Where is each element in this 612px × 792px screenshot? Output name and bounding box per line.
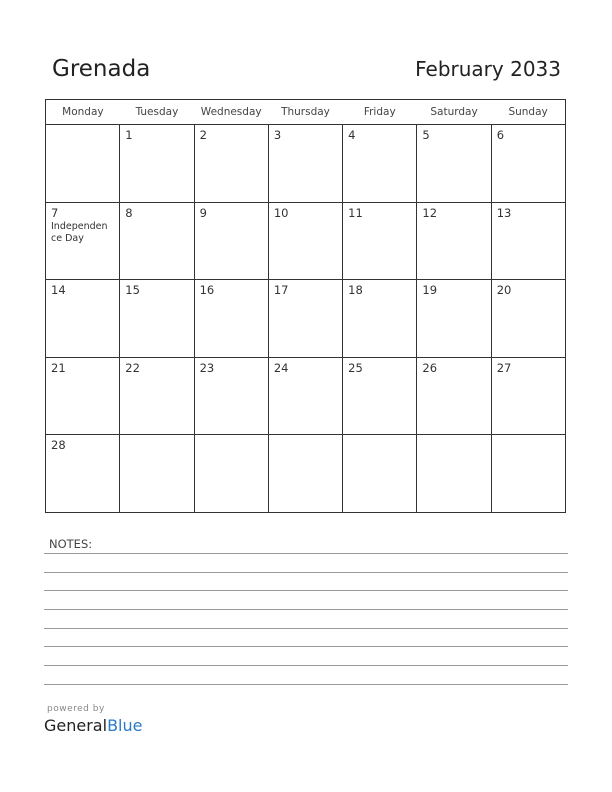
day-number: 6 [496,128,505,142]
note-line [44,665,568,666]
day-cell [268,435,342,513]
day-cell [417,280,491,358]
day-number: 21 [51,360,66,375]
day-cell [343,280,417,358]
day-number: 27 [496,360,512,375]
note-line [44,684,568,685]
day-cell [343,202,417,280]
day-number: 20 [496,283,512,297]
day-cell [120,280,194,358]
day-cell [417,202,491,280]
day-number: 19 [422,283,438,297]
footer-branding [44,704,142,735]
day-number: 23 [199,360,215,375]
day-number: 3 [273,128,282,142]
week-row [46,357,566,435]
country-title: Grenada [52,56,151,82]
weekday-tuesday: Tuesday [120,100,194,125]
day-cell [46,357,120,435]
day-number: 5 [422,128,430,142]
day-number: 16 [199,283,215,297]
day-number: 2 [199,128,207,142]
day-cell [46,202,120,280]
day-cell [491,280,565,358]
month-title: February 2033 [415,57,561,81]
day-cell [268,125,342,203]
day-number: 12 [422,205,438,220]
weekday-monday: Monday [46,100,120,125]
week-row [46,202,566,280]
day-cell [343,357,417,435]
day-number: 11 [348,205,363,220]
brand-logo [44,716,142,735]
day-cell [194,202,268,280]
day-cell [120,202,194,280]
day-cell [343,435,417,513]
day-number: 22 [125,360,140,375]
day-cell [120,125,194,203]
day-cell [491,125,565,203]
day-cell [491,202,565,280]
day-cell [491,357,565,435]
day-cell [194,280,268,358]
weekday-friday: Friday [343,100,417,125]
day-number: 4 [348,128,356,142]
week-row [46,280,566,358]
day-number: 7 [51,205,59,220]
note-line [44,628,568,629]
weekday-saturday: Saturday [417,100,491,125]
note-line [44,572,568,573]
day-cell [417,125,491,203]
day-number: 1 [125,128,133,142]
day-cell [417,357,491,435]
day-cell [491,435,565,513]
day-cell [46,435,120,513]
day-number: 15 [125,283,140,297]
day-cell [46,280,120,358]
brand-general: General [44,716,108,735]
day-cell [268,202,342,280]
day-number: 9 [199,205,207,220]
day-number: 26 [422,360,438,375]
day-cell [194,435,268,513]
day-number: 10 [273,205,289,220]
weekday-header-row [46,100,566,125]
week-row [46,125,566,203]
day-cell [120,357,194,435]
weekday-sunday: Sunday [491,100,565,125]
note-line [44,609,568,610]
day-number: 28 [51,438,66,452]
weekday-wednesday: Wednesday [194,100,268,125]
day-number: 25 [348,360,363,375]
day-number: 24 [273,360,289,375]
notes-label: NOTES: [49,537,93,551]
day-number: 17 [273,283,289,297]
note-line [44,590,568,591]
powered-by-text: powered by [47,704,105,714]
calendar-grid [45,99,566,513]
weekday-thursday: Thursday [268,100,342,125]
holiday-label: Independen ce Day [51,220,108,244]
note-line [44,646,568,647]
day-cell [120,435,194,513]
day-number: 8 [125,205,133,220]
day-cell [343,125,417,203]
day-number: 18 [348,283,363,297]
note-line [44,553,568,554]
week-row [46,435,566,513]
brand-blue: Blue [107,716,143,735]
day-cell [417,435,491,513]
day-cell [268,357,342,435]
day-cell [268,280,342,358]
day-cell [194,357,268,435]
day-number: 14 [51,283,66,297]
day-cell [194,125,268,203]
day-number: 13 [496,205,512,220]
day-cell [46,125,120,203]
